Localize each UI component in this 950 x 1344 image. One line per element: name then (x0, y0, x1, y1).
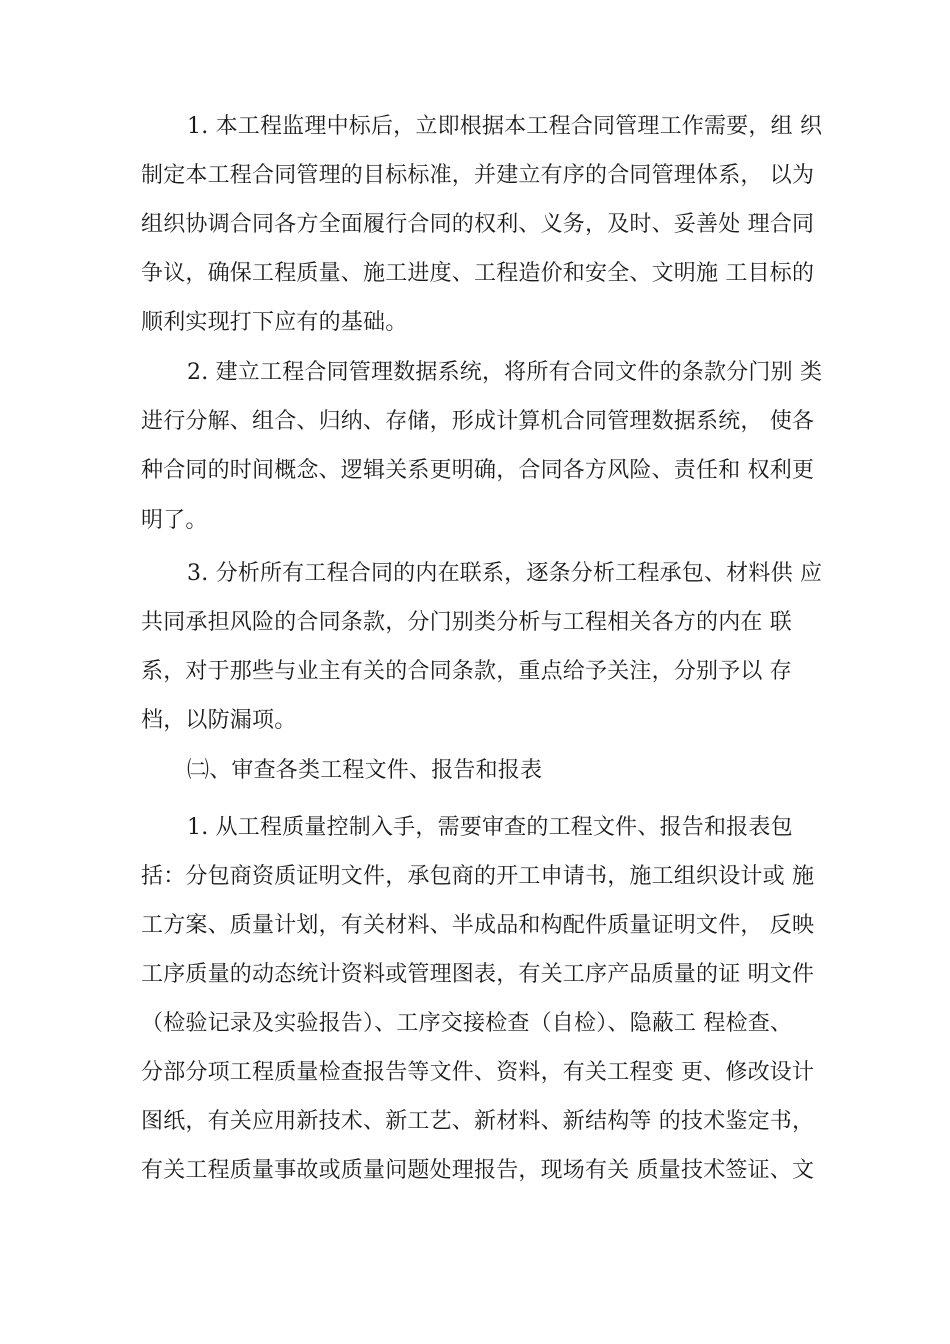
paragraph-3-line-3: 系，对于那些与业主有关的合同条款，重点给予关注，分别予以 存 (141, 659, 792, 684)
section-heading: ㈡、审查各类工程文件、报告和报表 (187, 758, 543, 783)
paragraph-2-line-4: 明了。 (141, 508, 208, 533)
paragraph-1-line-5: 顺利实现打下应有的基础。 (141, 310, 408, 335)
paragraph-3-line-2: 共同承担风险的合同条款，分门别类分析与工程相关各方的内在 联 (141, 610, 792, 635)
paragraph-4-line-7: 图纸，有关应用新技术、新工艺、新材料、新结构等 的技术鉴定书， (141, 1109, 815, 1134)
paragraph-1-line-1: 1. 本工程监理中标后，立即根据本工程合同管理工作需要，组 织 (187, 114, 823, 139)
paragraph-1-line-4: 争议，确保工程质量、施工进度、工程造价和安全、文明施 工目标的 (141, 261, 815, 286)
paragraph-3-line-4: 档，以防漏项。 (141, 708, 297, 733)
paragraph-2-line-2: 进行分解、组合、归纳、存储，形成计算机合同管理数据系统， 使各 (141, 409, 815, 434)
paragraph-4-line-2: 括：分包商资质证明文件，承包商的开工申请书，施工组织设计或 施 (141, 864, 815, 889)
paragraph-4-line-5: （检验记录及实验报告）、工序交接检查（自检）、隐蔽工 程检查、 (141, 1011, 793, 1036)
paragraph-1-line-2: 制定本工程合同管理的目标标准，并建立有序的合同管理体系， 以为 (141, 163, 815, 188)
paragraph-4-line-3: 工方案、质量计划，有关材料、半成品和构配件质量证明文件， 反映 (141, 913, 815, 938)
paragraph-3-line-1: 3. 分析所有工程合同的内在联系，逐条分析工程承包、材料供 应 (187, 561, 823, 586)
paragraph-4-line-1: 1. 从工程质量控制入手，需要审查的工程文件、报告和报表包 (187, 815, 793, 840)
paragraph-1-line-3: 组织协调合同各方全面履行合同的权利、义务，及时、妥善处 理合同 (141, 212, 815, 237)
paragraph-2-line-3: 种合同的时间概念、逻辑关系更明确，合同各方风险、责任和 权利更 (141, 458, 815, 483)
paragraph-4-line-8: 有关工程质量事故或质量问题处理报告，现场有关 质量技术签证、文 (141, 1158, 815, 1183)
paragraph-4-line-4: 工序质量的动态统计资料或管理图表，有关工序产品质量的证 明文件 (141, 962, 815, 987)
paragraph-2-line-1: 2. 建立工程合同管理数据系统，将所有合同文件的条款分门别 类 (187, 360, 823, 385)
paragraph-4-line-6: 分部分项工程质量检查报告等文件、资料，有关工程变 更、修改设计 (141, 1060, 815, 1085)
